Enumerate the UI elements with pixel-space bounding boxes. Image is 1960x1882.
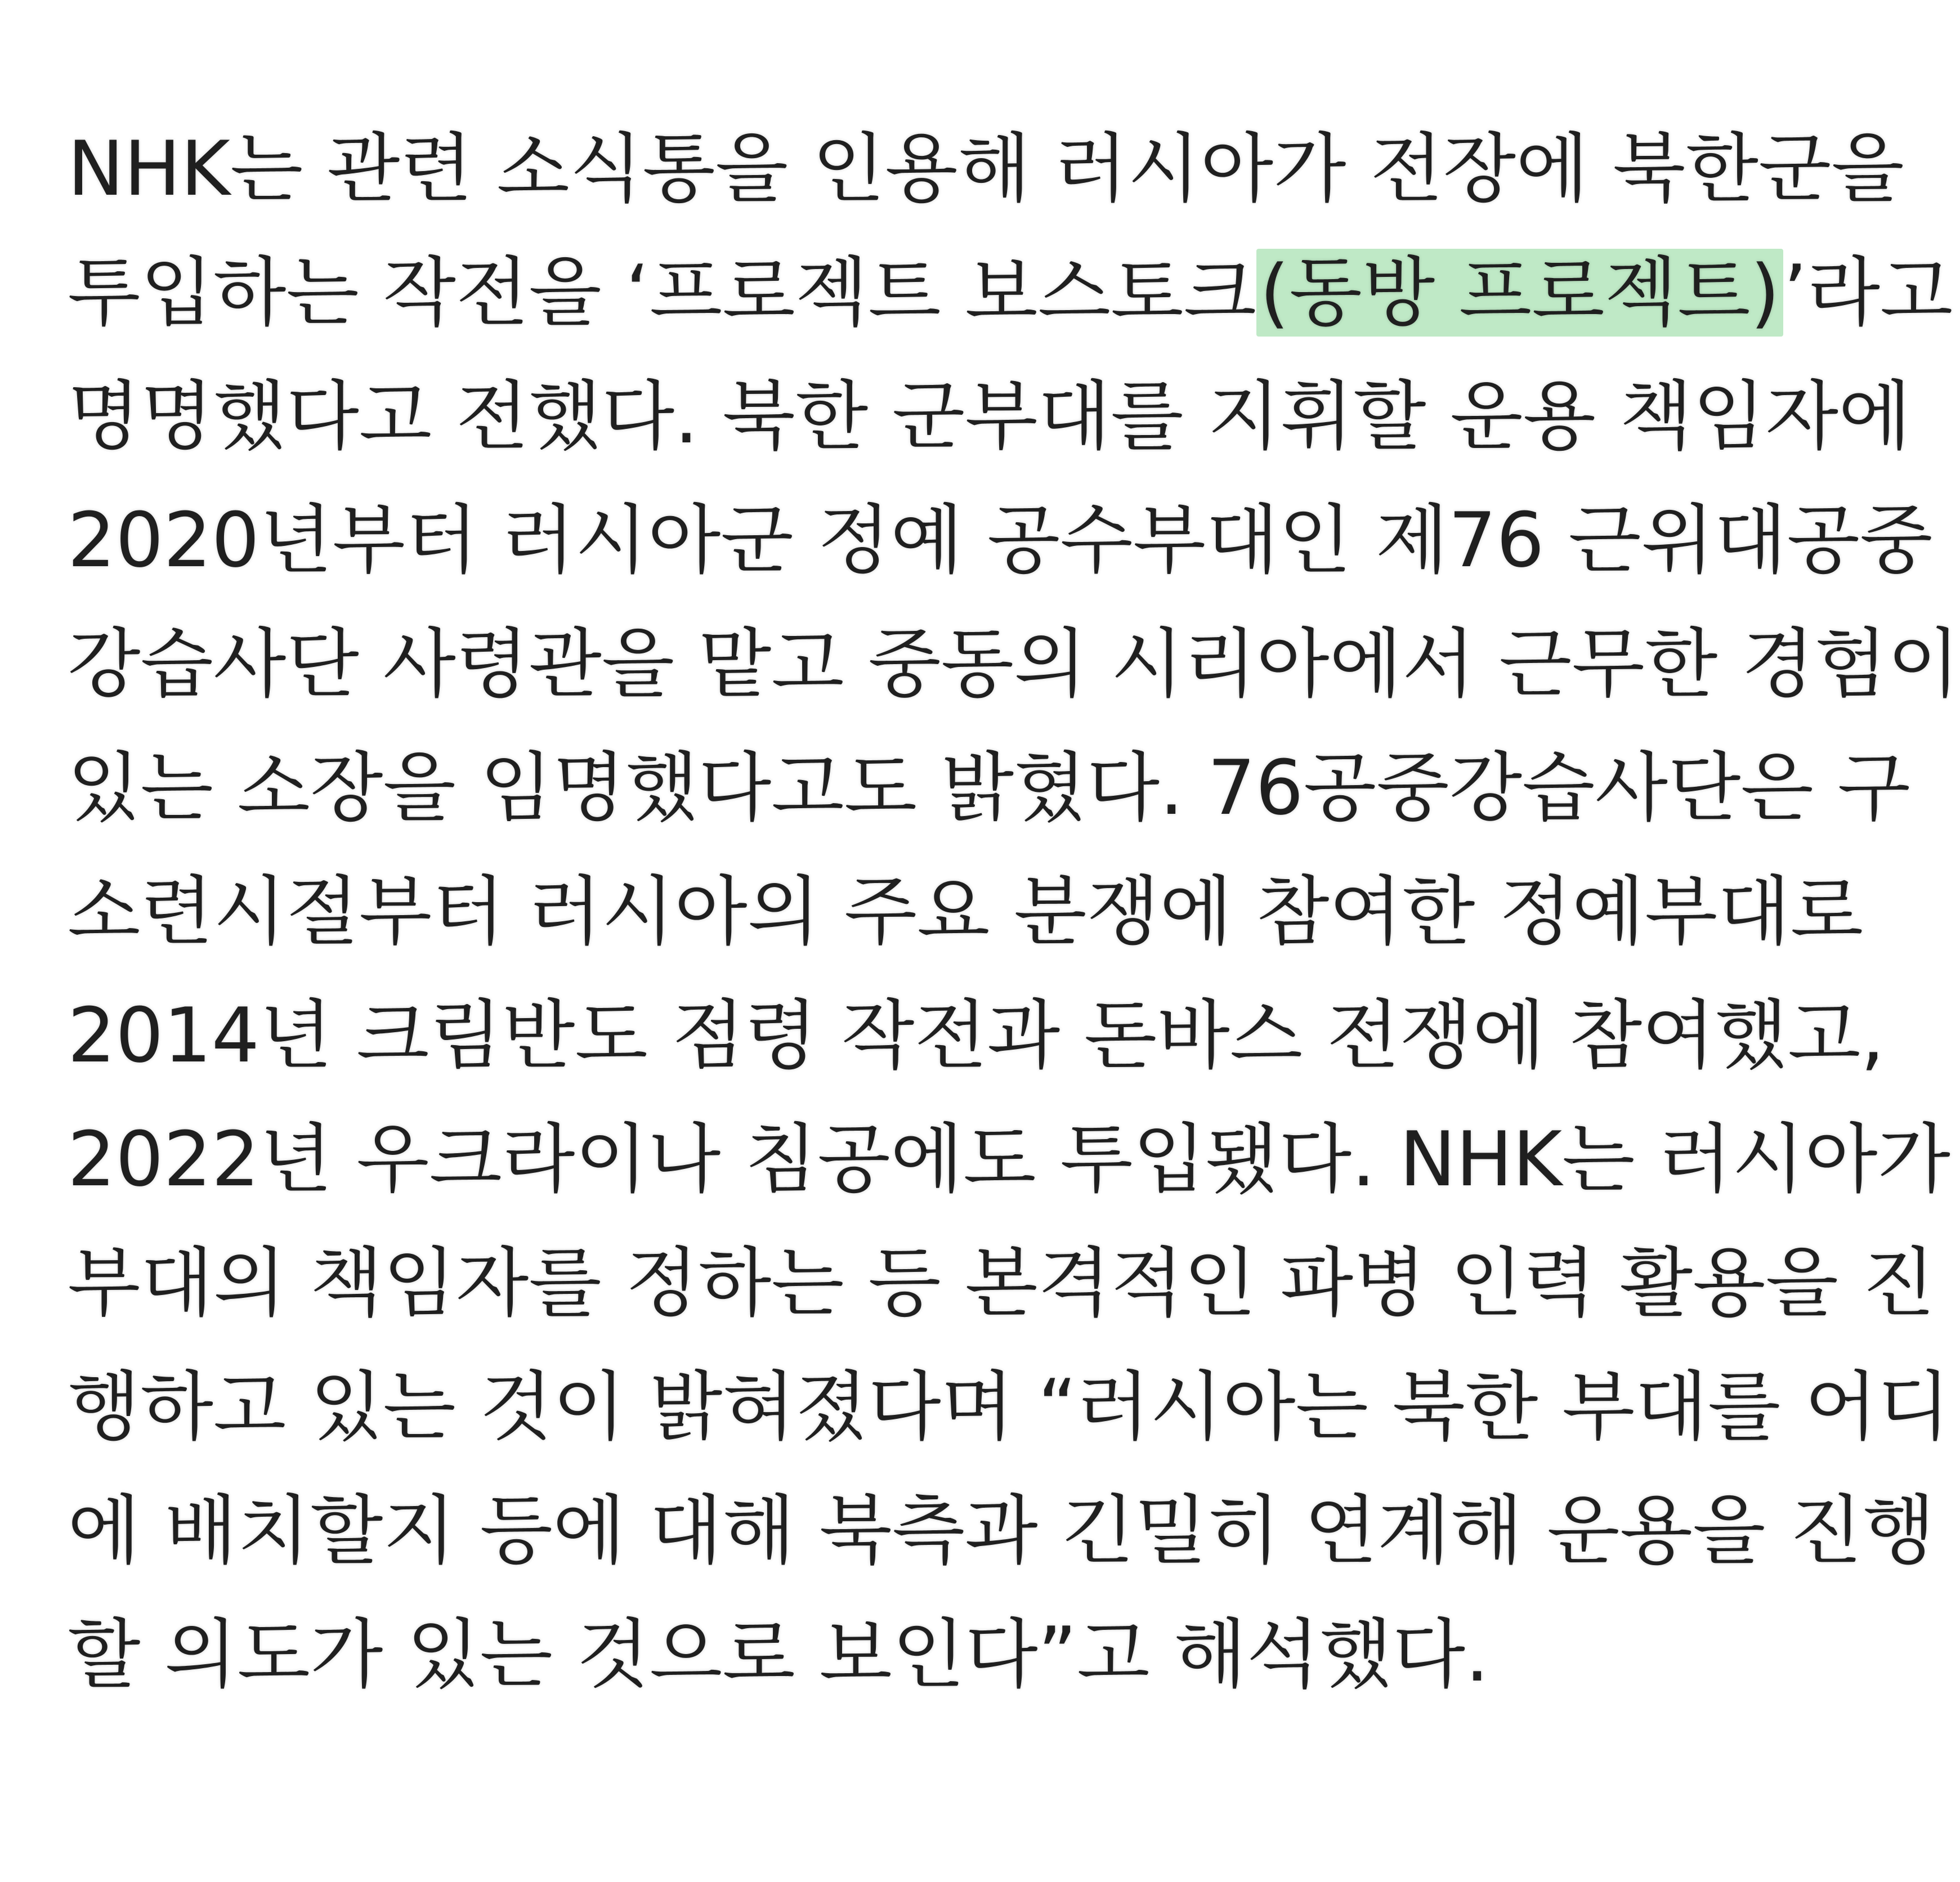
article-line-11: 행하고 있는 것이 밝혀졌다며 “러시아는 북한 부대를 어디 bbox=[68, 1363, 1950, 1451]
article-body bbox=[68, 107, 1960, 1717]
article-line-10: 부대의 책임자를 정하는 등 본격적인 파병 인력 활용을 진 bbox=[68, 1239, 1935, 1327]
article-line-2-end: ’라고 bbox=[1783, 249, 1953, 337]
article-line-8: 2014년 크림반도 점령 작전과 돈바스 전쟁에 참여했고, bbox=[68, 992, 1885, 1079]
article-line-2 bbox=[68, 231, 1953, 355]
highlighted-phrase: (동방 프로젝트) bbox=[1256, 249, 1783, 337]
article-line-6: 있는 소장을 임명했다고도 밝혔다. 76공중강습사단은 구 bbox=[68, 744, 1910, 832]
article-line-3: 명명했다고 전했다. 북한 군부대를 지휘할 운용 책임자에 bbox=[68, 373, 1912, 460]
article-line-4: 2020년부터 러시아군 정예 공수부대인 제76 근위대공중 bbox=[68, 496, 1933, 584]
article-line-9: 2022년 우크라이나 침공에도 투입됐다. NHK는 러시아가 bbox=[68, 1115, 1950, 1203]
article-line-12: 에 배치할지 등에 대해 북측과 긴밀히 연계해 운용을 진행 bbox=[68, 1487, 1935, 1575]
article-line-5: 강습사단 사령관을 맡고 중동의 시리아에서 근무한 경험이 bbox=[68, 620, 1960, 708]
article-line-2-start: 투입하는 작전을 ‘프로젝트 보스토크 bbox=[68, 249, 1257, 337]
article-line-13: 할 의도가 있는 것으로 보인다”고 해석했다. bbox=[68, 1611, 1489, 1699]
article-line-1: NHK는 관련 소식통을 인용해 러시아가 전장에 북한군을 bbox=[68, 125, 1904, 213]
article-line-7: 소련시절부터 러시아의 주요 분쟁에 참여한 정예부대로 bbox=[68, 868, 1864, 956]
